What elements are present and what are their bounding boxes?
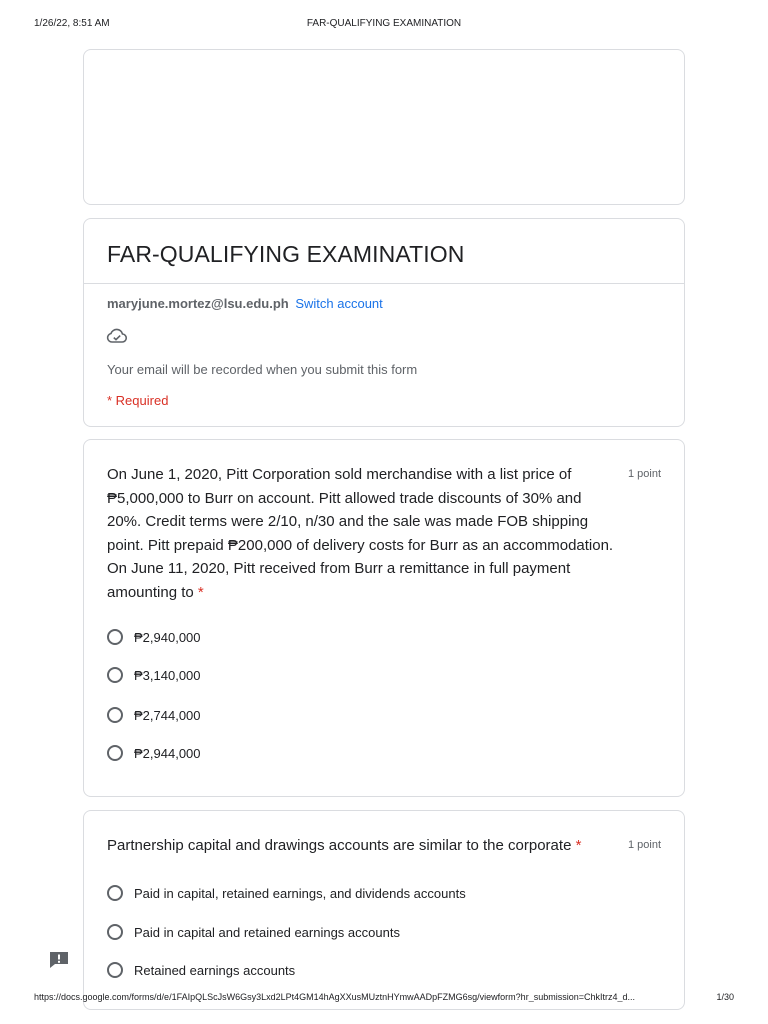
option-label: Retained earnings accounts <box>134 962 296 978</box>
account-row <box>107 296 383 311</box>
option-label: Paid in capital, retained earnings, and dividends accounts <box>134 885 466 901</box>
question-card <box>83 439 685 797</box>
required-asterisk: * <box>197 583 204 601</box>
question-text-body: Partnership capital and drawings accounts are similar to the corporate <box>107 837 572 854</box>
form-title: FAR-QUALIFYING EXAMINATION <box>107 241 465 267</box>
question-points: 1 point <box>627 839 661 851</box>
print-datetime: 1/26/22, 8:51 AM <box>34 18 110 29</box>
option-label: Paid in capital and retained earnings accounts <box>134 924 400 940</box>
form-header-banner <box>83 49 685 205</box>
question-points: 1 point <box>627 468 661 480</box>
email-recorded-notice: Your email will be recorded when you submit this form <box>107 362 418 377</box>
form-title-card <box>83 218 685 427</box>
option-label: ₱2,744,000 <box>134 707 201 723</box>
radio-button[interactable] <box>107 667 123 683</box>
radio-option[interactable] <box>107 626 201 648</box>
radio-button[interactable] <box>107 962 123 978</box>
required-asterisk: * <box>575 837 582 854</box>
print-footer <box>34 992 734 1004</box>
question-text-body: On June 1, 2020, Pitt Corporation sold merchandise with a list price of ₱5,000,000 to Burr on account. Pitt allowed trade discounts of 30% and 20%. Credit terms were 2/10, n/30 and the sale was made FOB shipping point. Pitt prepaid ₱200,000 of delivery costs for Burr as an accommodation. On June 11, 2020, Pitt received from Burr a remittance in full payment amounting to <box>107 466 614 601</box>
page-number: 1/30 <box>716 992 734 1002</box>
question-card <box>83 810 685 1010</box>
print-header <box>34 18 734 32</box>
feedback-icon[interactable] <box>48 950 70 970</box>
radio-button[interactable] <box>107 885 123 901</box>
radio-button[interactable] <box>107 629 123 645</box>
radio-option[interactable] <box>107 959 295 981</box>
radio-button[interactable] <box>107 924 123 940</box>
account-email: maryjune.mortez@lsu.edu.ph <box>107 296 289 311</box>
option-label: ₱2,940,000 <box>134 629 201 645</box>
question-text <box>107 463 617 604</box>
required-notice: * Required <box>107 393 169 408</box>
option-label: ₱2,944,000 <box>134 745 201 761</box>
radio-option[interactable] <box>107 742 201 764</box>
option-label: ₱3,140,000 <box>134 667 201 683</box>
print-title: FAR-QUALIFYING EXAMINATION <box>306 18 462 29</box>
page-url: https://docs.google.com/forms/d/e/1FAIpQLScJsW6Gsy3Lxd2LPt4GM14hAgXXusMUztnHYmwAADpFZMG6sg/viewform?hr_submission=ChkItrz4_d... <box>34 992 635 1002</box>
title-divider <box>84 283 684 284</box>
question-text <box>107 834 607 858</box>
radio-option[interactable] <box>107 704 201 726</box>
radio-button[interactable] <box>107 745 123 761</box>
radio-button[interactable] <box>107 707 123 723</box>
cloud-check-icon <box>106 327 128 345</box>
radio-option[interactable] <box>107 882 466 904</box>
radio-option[interactable] <box>107 921 400 943</box>
radio-option[interactable] <box>107 664 201 686</box>
switch-account-link[interactable]: Switch account <box>295 296 383 311</box>
